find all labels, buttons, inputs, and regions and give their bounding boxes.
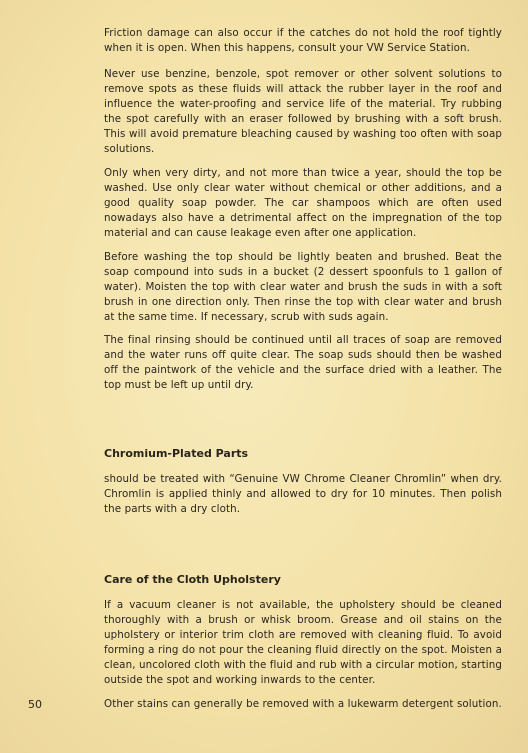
paragraph-beat-brush (104, 250, 502, 325)
text-washing-top: Only when very dirty, and not more than twice a year, should the top be washed. Use only clear water without chemical or other additions, and a good quality soap powder. The car shampoos which are often used nowadays also have a detrimental affect on the impregnation of the top material and can cause leakage even after one application. (104, 167, 502, 239)
paragraph-roof-catches (104, 26, 502, 56)
paragraph-final-rinse (104, 333, 502, 393)
paragraph-washing-top (104, 166, 502, 241)
text-roof-catches: Friction damage can also occur if the catches do not hold the roof tightly when it is open. When this happens, consult your VW Service Station. (104, 27, 502, 54)
text-solvents: Never use benzine, benzole, spot remover or other solvent solutions to remove spots as these fluids will attack the rubber layer in the roof and influence the water-proofing and service life of the material. Try rubbing the spot carefully with an eraser followed by brushing with a soft brush. This will avoid premature bleaching caused by washing too often with soap solutions. (104, 68, 502, 155)
text-upholstery: If a vacuum cleaner is not available, the upholstery should be cleaned thoroughly with a brush or whisk broom. Grease and oil stains on the upholstery or interior trim cloth are removed with cleaning fluid. To avoid forming a ring do not pour the cleaning fluid directly on the spot. Moisten a clean, uncolored cloth with the fluid and rub with a circular motion, starting outside the spot and working inwards to the center. (104, 599, 502, 686)
paragraph-chromium (104, 472, 502, 517)
paragraph-upholstery (104, 598, 502, 688)
page-number: 50 (28, 698, 42, 711)
text-other-stains: Other stains can generally be removed with a lukewarm detergent solution. (104, 698, 502, 710)
heading-chromium-plated-parts: Chromium-Plated Parts (104, 447, 249, 460)
paragraph-solvents (104, 67, 502, 157)
text-beat-brush: Before washing the top should be lightly beaten and brushed. Beat the soap compound into suds in a bucket (2 dessert spoonfuls to 1 gallon of water). Moisten the top with clear water and brush the suds in with a soft brush in one direction only. Then rinse the top with clear water and brush at the same time. If necessary, scrub with suds again. (104, 251, 502, 323)
text-chromium: should be treated with “Genuine VW Chrome Cleaner Chromlin” when dry. Chromlin is applied thinly and allowed to dry for 10 minutes. Then polish the parts with a dry cloth. (104, 473, 502, 515)
heading-cloth-upholstery: Care of the Cloth Upholstery (104, 573, 281, 586)
text-final-rinse: The final rinsing should be continued until all traces of soap are removed and the water runs off quite clear. The soap suds should then be washed off the paintwork of the vehicle and the surface dried with a leather. The top must be left up until dry. (104, 334, 502, 391)
paragraph-other-stains (104, 697, 502, 712)
